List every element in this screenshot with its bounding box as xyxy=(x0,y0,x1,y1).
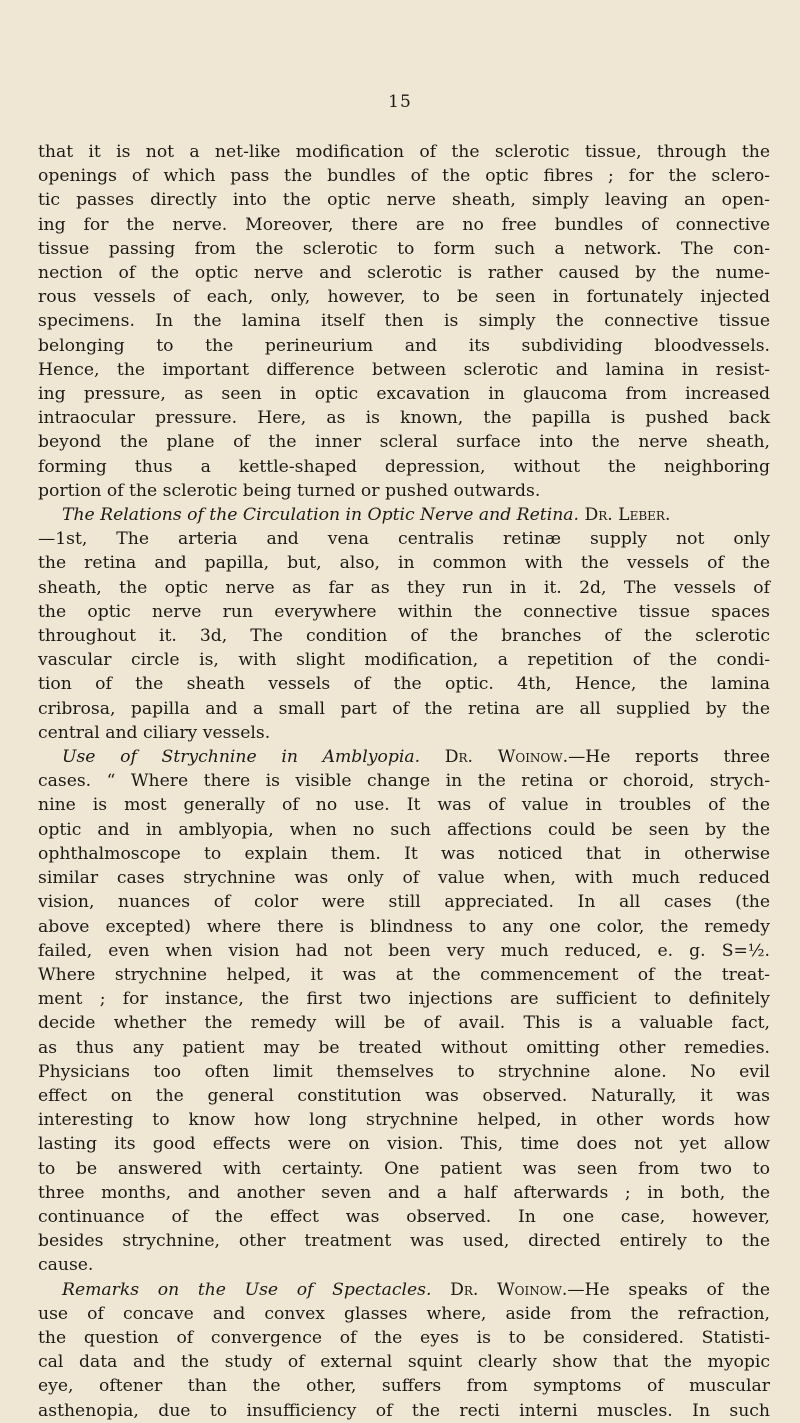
text-line: ing pressure, as seen in optic excavation in glaucoma from increased xyxy=(38,384,770,405)
text-line: cal data and the study of external squint clearly show that the myopic xyxy=(38,1352,770,1373)
text-line: that it is not a net-like modification of the sclerotic tissue, through the xyxy=(38,142,770,162)
section-4-heading-line xyxy=(38,1278,770,1302)
text-line: specimens. In the lamina itself then is simply the connective tissue xyxy=(38,311,770,332)
text-line: three months, and another seven and a half afterwards ; in both, the xyxy=(38,1182,770,1203)
text-line: interesting to know how long strychnine helped, in other words how xyxy=(38,1110,770,1131)
text-line: cases. “ Where there is visible change in the retina or choroid, strych- xyxy=(38,771,770,792)
text-line: tion of the sheath vessels of the optic. 4th, Hence, the lamina xyxy=(38,674,770,695)
text-line: openings of which pass the bundles of the optic fibres ; for the sclero- xyxy=(38,166,770,187)
text-line: cause. xyxy=(38,1255,94,1276)
text-line: nection of the optic nerve and sclerotic is rather caused by the nume- xyxy=(38,263,770,284)
text-line: the question of convergence of the eyes is to be considered. Statisti- xyxy=(38,1327,770,1348)
text-line: to be answered with certainty. One patient was seen from two to xyxy=(38,1158,770,1179)
text-line: ment ; for instance, the first two injections are sufficient to definitely xyxy=(38,989,770,1010)
text-line: above excepted) where there is blindness to any one color, the remedy xyxy=(38,916,770,937)
section-3-heading-line xyxy=(38,745,770,769)
text-line: besides strychnine, other treatment was used, directed entirely to the xyxy=(38,1231,770,1252)
text-line: optic and in amblyopia, when no such affections could be seen by the xyxy=(38,819,770,840)
section-3-author: Dr. Woinow. xyxy=(444,747,569,768)
section-3-first-line-rest: —He reports three xyxy=(568,747,770,768)
text-line: cribrosa, papilla and a small part of the retina are all supplied by the xyxy=(38,698,770,719)
text-line: belonging to the perineurium and its subdividing bloodvessels. xyxy=(38,335,770,356)
text-line: beyond the plane of the inner scleral surface into the nerve sheath, xyxy=(38,432,770,453)
text-line: effect on the general constitution was observed. Naturally, it was xyxy=(38,1085,770,1106)
text-line: as thus any patient may be treated without omitting other remedies. xyxy=(38,1037,770,1058)
text-line: throughout it. 3d, The condition of the branches of the sclerotic xyxy=(38,626,770,647)
text-line: tic passes directly into the optic nerve sheath, simply leaving an open- xyxy=(38,190,770,211)
text-line: Where strychnine helped, it was at the commencement of the treat- xyxy=(38,964,770,985)
section-4-first-line-rest: —He speaks of the xyxy=(567,1279,770,1300)
text-line: continuance of the effect was observed. In one case, however, xyxy=(38,1206,770,1227)
text-line: decide whether the remedy will be of avail. This is a valuable fact, xyxy=(38,1013,770,1034)
section-4-text xyxy=(38,1302,770,1423)
page-number: 15 xyxy=(388,92,412,112)
body-text xyxy=(38,140,770,1423)
text-line: similar cases strychnine was only of value when, with much reduced xyxy=(38,868,770,889)
text-line: sheath, the optic nerve as far as they run in it. 2d, The vessels of xyxy=(38,577,770,598)
section-3-title: Use of Strychnine in Amblyopia. xyxy=(62,747,421,768)
section-4-author: Dr. Woinow. xyxy=(450,1279,568,1300)
text-line: Physicians too often limit themselves to strychnine alone. No evil xyxy=(38,1061,770,1082)
text-line: rous vessels of each, only, however, to be seen in fortunately injected xyxy=(38,287,770,308)
text-line: central and ciliary vessels. xyxy=(38,722,271,743)
text-line: asthenopia, due to insufficiency of the recti interni muscles. In such xyxy=(38,1400,770,1421)
text-line: nine is most generally of no use. It was of value in troubles of the xyxy=(38,795,770,816)
text-line: vascular circle is, with slight modification, a repetition of the condi- xyxy=(38,650,770,671)
section-2-heading-line xyxy=(38,503,770,527)
section-2-text xyxy=(38,527,770,745)
text-line: —1st, The arteria and vena centralis retinæ supply not only xyxy=(38,529,770,550)
text-line: the retina and papilla, but, also, in common with the vessels of the xyxy=(38,553,770,574)
text-line: Hence, the important difference between sclerotic and lamina in resist- xyxy=(38,359,770,380)
text-line: vision, nuances of color were still appreciated. In all cases (the xyxy=(38,892,770,913)
text-line: tissue passing from the sclerotic to form such a network. The con- xyxy=(38,238,770,259)
section-4-title: Remarks on the Use of Spectacles. xyxy=(62,1279,432,1300)
text-line: intraocular pressure. Here, as is known, the papilla is pushed back xyxy=(38,408,770,429)
text-line: lasting its good effects were on vision. This, time does not yet allow xyxy=(38,1134,770,1155)
section-3-text xyxy=(38,769,770,1277)
text-line: ing for the nerve. Moreover, there are no free bundles of connective xyxy=(38,214,770,235)
text-line: use of concave and convex glasses where, aside from the refraction, xyxy=(38,1303,770,1324)
text-line: portion of the sclerotic being turned or pushed outwards. xyxy=(38,480,541,501)
text-line: the optic nerve run everywhere within the connective tissue spaces xyxy=(38,601,770,622)
text-line: eye, oftener than the other, suffers from symptoms of muscular xyxy=(38,1376,770,1397)
paragraph-1 xyxy=(38,140,770,503)
text-line: forming thus a kettle-shaped depression, without the neighboring xyxy=(38,456,770,477)
section-2-title: The Relations of the Circulation in Optic Nerve and Retina. xyxy=(62,505,579,526)
text-line: ophthalmoscope to explain them. It was noticed that in otherwise xyxy=(38,843,770,864)
section-2-author: Dr. Leber. xyxy=(584,505,671,526)
text-line: failed, even when vision had not been very much reduced, e. g. S=½. xyxy=(38,940,770,961)
